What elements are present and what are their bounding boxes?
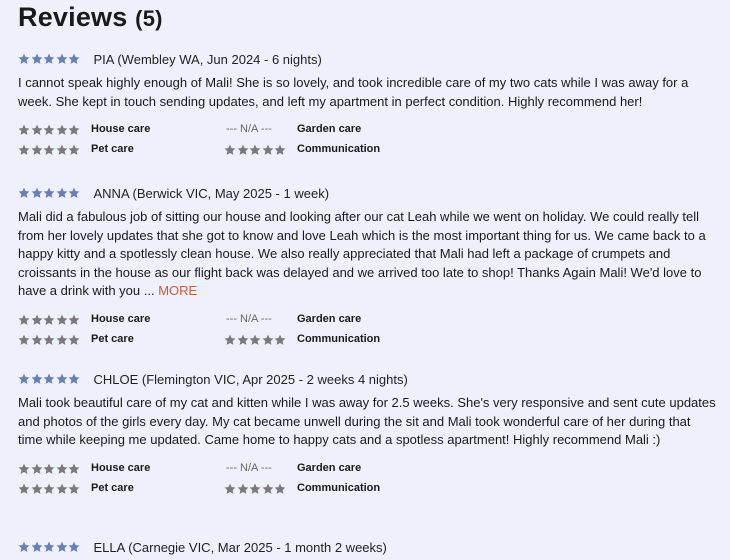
garden-care-label: Garden care bbox=[297, 123, 362, 135]
review-text: Mali took beautiful care of my cat and kitten while I was away for 2.5 weeks. She's very responsive and sent cute updates and photos of the girls every day. My cat became unwell during the sit and Mali took wonderful care of her during that time while keeping me updated. Came home to happy cats and a spotless apartment! Highly recommend Mali :) bbox=[18, 395, 716, 447]
communication-stars bbox=[224, 483, 287, 495]
communication-label: Communication bbox=[297, 332, 381, 345]
review-item bbox=[18, 538, 718, 556]
star-icon bbox=[31, 334, 43, 346]
category-ratings bbox=[18, 460, 718, 500]
garden-care-label: Garden care bbox=[297, 461, 362, 474]
star-icon bbox=[68, 334, 80, 346]
star-icon bbox=[56, 187, 68, 199]
star-icon bbox=[274, 334, 286, 346]
star-icon bbox=[31, 373, 43, 385]
house-care-stars bbox=[18, 124, 81, 136]
reviewer-info: ANNA (Berwick VIC, May 2025 - 1 week) bbox=[93, 185, 330, 201]
star-icon bbox=[31, 314, 43, 326]
star-icon bbox=[249, 483, 261, 495]
review-text: I cannot speak highly enough of Mali! She is so lovely, and took incredible care of my two cats while I was away for a week. She kept in touch sending updates, and left my apartment in perfect condition. Highly recommend her! bbox=[18, 75, 689, 109]
reviewer-info: PIA (Wembley WA, Jun 2024 - 6 nights) bbox=[93, 51, 322, 67]
category-ratings bbox=[18, 121, 718, 161]
pet-care-label: Pet care bbox=[91, 143, 134, 155]
star-icon bbox=[43, 541, 55, 553]
star-icon bbox=[18, 124, 30, 136]
reviewer-info: CHLOE (Flemington VIC, Apr 2025 - 2 weeks 4 nights) bbox=[93, 371, 408, 387]
pet-care-stars bbox=[18, 144, 81, 156]
star-icon bbox=[68, 541, 80, 553]
garden-care-na: --- N/A --- bbox=[226, 461, 272, 474]
house-care-label: House care bbox=[91, 123, 151, 135]
star-icon bbox=[43, 53, 55, 65]
star-icon bbox=[224, 144, 236, 156]
reviewer-info: ELLA (Carnegie VIC, Mar 2025 - 1 month 2 weeks) bbox=[93, 539, 387, 555]
star-icon bbox=[43, 187, 55, 199]
reviews-count: (5) bbox=[135, 6, 163, 31]
star-icon bbox=[31, 144, 43, 156]
review-item bbox=[18, 184, 718, 351]
house-care-stars bbox=[18, 463, 81, 475]
star-icon bbox=[18, 334, 30, 346]
star-icon bbox=[31, 187, 43, 199]
star-icon bbox=[43, 314, 55, 326]
category-ratings bbox=[18, 311, 718, 351]
star-icon bbox=[43, 463, 55, 475]
overall-rating-stars bbox=[18, 541, 81, 553]
star-icon bbox=[18, 187, 30, 199]
reviews-title: Reviews bbox=[18, 2, 128, 32]
star-icon bbox=[31, 53, 43, 65]
star-icon bbox=[68, 53, 80, 65]
star-icon bbox=[18, 373, 30, 385]
star-icon bbox=[18, 541, 30, 553]
star-icon bbox=[56, 144, 68, 156]
star-icon bbox=[274, 144, 286, 156]
pet-care-label: Pet care bbox=[91, 332, 134, 345]
pet-care-stars bbox=[18, 334, 81, 346]
star-icon bbox=[56, 373, 68, 385]
star-icon bbox=[18, 144, 30, 156]
overall-rating-stars bbox=[18, 187, 81, 199]
star-icon bbox=[56, 463, 68, 475]
star-icon bbox=[68, 314, 80, 326]
star-icon bbox=[68, 373, 80, 385]
communication-stars bbox=[224, 144, 287, 156]
star-icon bbox=[249, 334, 261, 346]
star-icon bbox=[224, 334, 236, 346]
star-icon bbox=[31, 541, 43, 553]
more-link[interactable]: MORE bbox=[158, 283, 198, 298]
star-icon bbox=[249, 144, 261, 156]
house-care-label: House care bbox=[91, 461, 151, 474]
star-icon bbox=[56, 334, 68, 346]
star-icon bbox=[43, 334, 55, 346]
star-icon bbox=[68, 144, 80, 156]
star-icon bbox=[31, 124, 43, 136]
star-icon bbox=[237, 334, 249, 346]
star-icon bbox=[262, 483, 274, 495]
star-icon bbox=[237, 483, 249, 495]
reviews-heading bbox=[18, 2, 163, 33]
communication-label: Communication bbox=[297, 481, 381, 494]
star-icon bbox=[56, 53, 68, 65]
star-icon bbox=[262, 334, 274, 346]
star-icon bbox=[237, 144, 249, 156]
star-icon bbox=[56, 541, 68, 553]
star-icon bbox=[31, 463, 43, 475]
star-icon bbox=[18, 463, 30, 475]
star-icon bbox=[43, 373, 55, 385]
star-icon bbox=[18, 314, 30, 326]
overall-rating-stars bbox=[18, 53, 81, 65]
star-icon bbox=[56, 483, 68, 495]
star-icon bbox=[224, 483, 236, 495]
house-care-label: House care bbox=[91, 312, 151, 325]
star-icon bbox=[68, 463, 80, 475]
communication-stars bbox=[224, 334, 287, 346]
star-icon bbox=[56, 314, 68, 326]
star-icon bbox=[43, 124, 55, 136]
review-text bbox=[18, 208, 718, 301]
star-icon bbox=[43, 144, 55, 156]
star-icon bbox=[262, 144, 274, 156]
house-care-stars bbox=[18, 314, 81, 326]
review-text-content: Mali did a fabulous job of sitting our house and looking after our cat Leah while we went on holiday. We could really tell from her lovely updates that she got to know and love Leah which is the most important thing for us. We came back to a happy kitty and a spotlessly clean house. We also really appreciated that Mali had left a package of crumpets and croissants in the house as our flight back was delayed and we arrived too late to shop! Thanks Again Mali! We'd love to have a drink with you ... bbox=[18, 209, 706, 298]
garden-care-na: --- N/A --- bbox=[226, 123, 272, 135]
star-icon bbox=[68, 187, 80, 199]
star-icon bbox=[68, 483, 80, 495]
star-icon bbox=[68, 124, 80, 136]
overall-rating-stars bbox=[18, 373, 81, 385]
garden-care-label: Garden care bbox=[297, 312, 362, 325]
star-icon bbox=[18, 53, 30, 65]
review-item bbox=[18, 370, 718, 500]
star-icon bbox=[274, 483, 286, 495]
star-icon bbox=[18, 483, 30, 495]
pet-care-label: Pet care bbox=[91, 481, 134, 494]
communication-label: Communication bbox=[297, 143, 381, 155]
star-icon bbox=[56, 124, 68, 136]
star-icon bbox=[43, 483, 55, 495]
garden-care-na: --- N/A --- bbox=[226, 312, 272, 325]
star-icon bbox=[31, 483, 43, 495]
pet-care-stars bbox=[18, 483, 81, 495]
review-item bbox=[18, 50, 718, 161]
